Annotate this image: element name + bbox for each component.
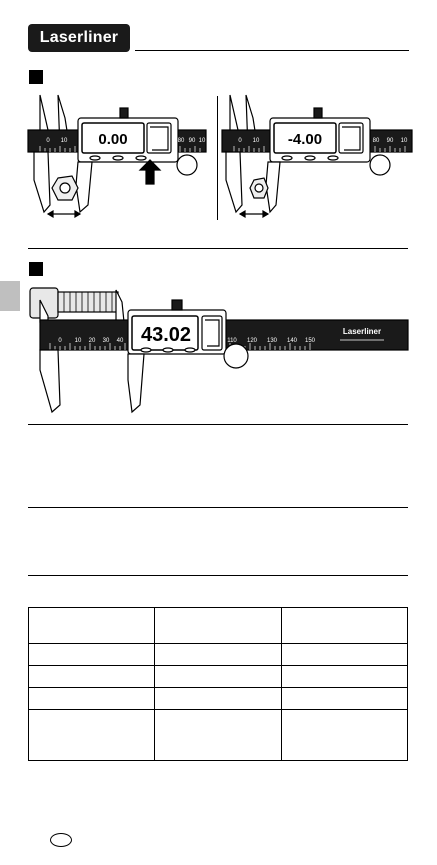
table-cell [282,666,408,688]
table-row [29,688,408,710]
b-tick-30: 30 [102,338,110,344]
caliper-left [28,95,206,217]
b-tick-0: 0 [58,338,62,344]
table-cell [282,710,408,761]
b-tick-130: 130 [266,338,278,344]
right-tick-10: 10 [252,138,260,144]
caliper-right [222,95,412,217]
table-row [29,608,408,644]
left-tick-90: 90 [188,138,196,144]
table-cell [155,666,282,688]
left-tick-0: 0 [46,138,50,144]
table-cell [282,644,408,666]
table-row [29,644,408,666]
table-cell [29,666,155,688]
table-cell [155,608,282,644]
b-tick-120: 120 [246,338,258,344]
section-rule-3 [28,507,408,508]
table-cell [282,688,408,710]
left-tick-10: 10 [60,138,68,144]
figure-b-illustration [0,260,437,420]
table-row [29,666,408,688]
table-cell [29,608,155,644]
table-cell [29,710,155,761]
section-rule-4 [28,575,408,576]
brand-logo: Laserliner [28,24,130,52]
left-tick-80: 80 [177,138,185,144]
table-row [29,710,408,761]
figure-a-divider [217,96,218,220]
right-tick-90: 90 [386,138,394,144]
table-cell [155,710,282,761]
section-rule-1 [28,248,408,249]
table-cell [282,608,408,644]
b-tick-40: 40 [116,338,124,344]
b-tick-110: 110 [227,338,237,344]
left-tick-100: 10 [198,138,206,144]
table-cell [29,644,155,666]
figure-a-illustration [0,0,437,240]
right-display-text: -4.00 [287,131,323,148]
table-cell [155,644,282,666]
b-tick-10: 10 [74,338,82,344]
spec-table [28,607,408,761]
right-tick-100: 10 [400,138,408,144]
right-tick-0: 0 [238,138,242,144]
b-tick-140: 140 [286,338,298,344]
section-rule-2 [28,424,408,425]
table-cell [155,688,282,710]
b-tick-150: 150 [304,338,316,344]
figure-b-display-text: 43.02 [140,324,192,346]
table-cell [29,688,155,710]
b-tick-20: 20 [88,338,96,344]
left-display-text: 0.00 [98,131,128,148]
language-badge [50,833,72,847]
figure-b-brand-label: Laserliner [342,327,382,336]
right-tick-80: 80 [372,138,380,144]
